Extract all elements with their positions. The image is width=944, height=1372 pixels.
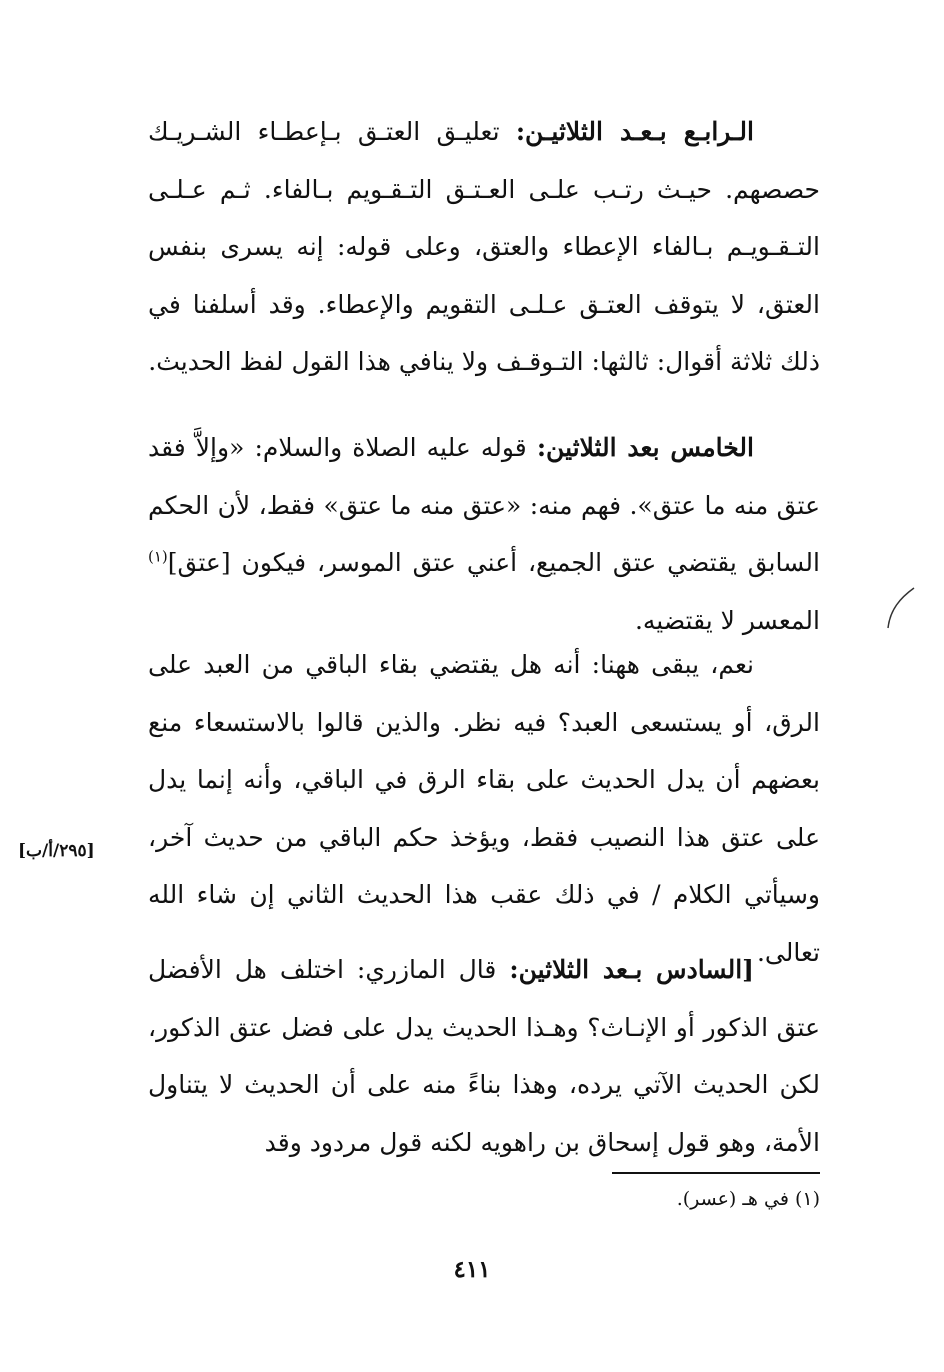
paragraph-text-continued: المعسر لا يقتضيه.	[634, 605, 820, 635]
paragraph-heading: الـرابـع بـعـد الثلاثيـن:	[515, 117, 754, 146]
paragraph-text: تعليـق العتـق بـإعطـاء الشـريـك حصصهم. حيـث رتـب علـى العـتـق التـقـويم بـالفاء. ثـم عـلـى التـقـويـم بـالفاء الإعطاء والعتق، وعلى قوله: إنه يسرى بنفس العتق، لا يتوقف العتـق عـلـى التقويم والإعطاء. وقد أسلفنا في ذلك ثلاثة أقوال: ثالثها: التـوقـف ولا ينافي هذا القول لفظ الحديث.	[148, 117, 820, 376]
paragraph-heading: [السادس بـعد الثلاثين:	[509, 955, 755, 984]
paragraph-text: قوله عليه الصلاة والسلام: «وإلاَّ فقد عتق منه ما عتق». فهم منه: «عتق منه ما عتق» فقط، لأن الحكم السابق يقتضي عتق الجميع، أعني عتق الموسر، فيكون [عتق]	[148, 433, 820, 577]
paragraph-remark	[148, 636, 820, 981]
pen-stroke	[888, 588, 914, 628]
paragraph-fourth-after-thirty	[148, 103, 820, 391]
paragraph-text: نعم، يبقى ههنا: أنه هل يقتضي بقاء الباقي من العبد على الرق، أو يستسعى العبد؟ فيه نظر. والذين قالوا بالاستسعاء منع بعضهم أن يدل الحديث على بقاء الرق في الباقي، وأنه إنما يدل على عتق هذا النصيب فقط، ويؤخذ حكم الباقي من حديث آخر، وسيأتي الكلام / في ذلك عقب هذا الحديث الثاني إن شاء الله تعالى.	[148, 650, 820, 967]
manuscript-folio-reference: [٢٩٥/أ/ب]	[18, 841, 95, 861]
paragraph-fifth-after-thirty	[148, 419, 820, 649]
paragraph-text: قال المازري: اختلف هل الأفضل عتق الذكور أو الإنـاث؟ وهـذا الحديث يدل على فضل عتق الذكور، لكن الحديث الآتي يرده، وهذا بناءً منه على أن الحديث لا يتناول الأمة، وهو قول إسحاق بن راهويه لكنه قول مردود وقد	[148, 955, 820, 1157]
footnote-marker: (١)	[148, 547, 168, 566]
page-number: ٤١١	[453, 1256, 491, 1283]
paragraph-sixth-after-thirty	[148, 941, 820, 1171]
paragraph-heading: الخامس بعد الثلاثين:	[536, 433, 754, 462]
footnote: (١) في هـ (عسر).	[676, 1188, 820, 1210]
margin-pen-mark	[880, 584, 920, 632]
footnote-separator	[612, 1172, 820, 1174]
